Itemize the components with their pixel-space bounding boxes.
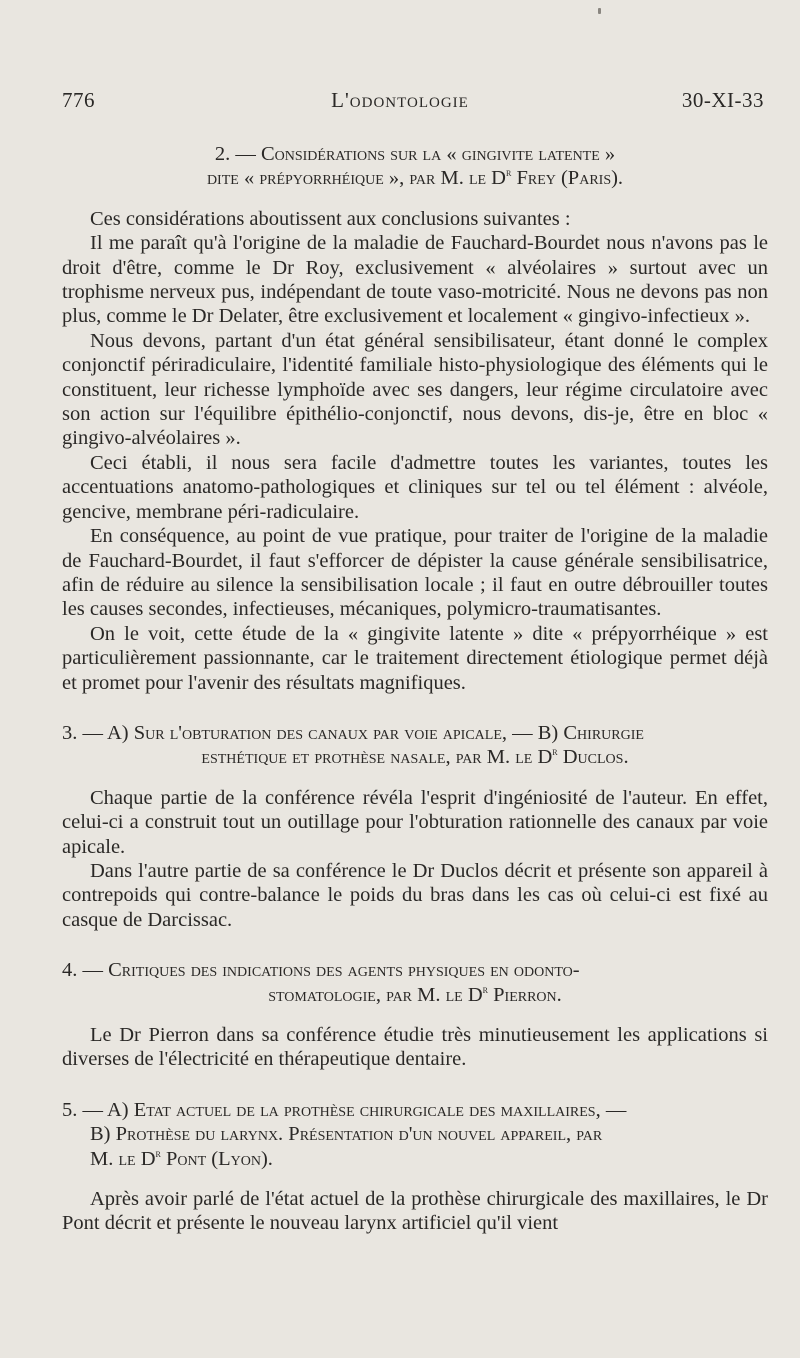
section-4-title: 4. — Critiques des indications des agents physiques en odonto-	[62, 959, 580, 982]
page-number: 776	[62, 88, 95, 112]
section-4-title-line2: stomatologie, par M. le $D^r$ Pierron.	[268, 981, 562, 1006]
paragraph: Nous devons, partant d'un état général sensibilisateur, étant donné le complex conjonctif périradiculaire, l'identité familiale histo-physiologique des éléments qui le constituent, leur richesse lymphoïde avec ses dangers, leur régime circulatoire avec son action sur l'équilibre épithélio-conjonctif, nous devons, dis-je, être en bloc « gingivo-alvéolaires ».	[62, 329, 768, 450]
page-speck	[598, 8, 601, 14]
paragraph: Ceci établi, il nous sera facile d'admettre toutes les variantes, toutes les accentuations anatomo-pathologiques et cliniques sur tel ou tel élément : alvéole, gencive, membrane péri-radiculaire.	[62, 451, 768, 523]
paragraph: Dans l'autre partie de sa conférence le Dr Duclos décrit et présente son appareil à contrepoids qui contre-balance le poids du bras dans les cas où celui-ci est fixé au casque de Darcissac.	[62, 859, 768, 931]
section-2-title-line2: dite « prépyorrhéique », par M. le $D^r$ Frey (Paris).	[206, 165, 624, 190]
section-5-title-line2: B) Prothèse du larynx. Présentation d'un nouvel appareil, par	[90, 1123, 603, 1146]
paragraph: En conséquence, au point de vue pratique, pour traiter de l'origine de la maladie de Fauchard-Bourdet, il faut s'efforcer de dépister la cause générale sensibilisatrice, afin de réduire au silence la sensibilisation locale ; il faut en outre débrouiller toutes les causes secondes, infectieuses, mécaniques, polymicro-traumatisantes.	[62, 525, 768, 621]
paragraph: On le voit, cette étude de la « gingivite latente » dite « prépyorrhéique » est particulièrement passionnante, car le traitement directement étiologique permet déjà et promet pour l'avenir des résultats magnifiques.	[62, 622, 768, 694]
section-5-title-line3: M. le $D^r$ Pont (Lyon).	[90, 1145, 273, 1170]
article-body	[62, 142, 768, 1236]
section-3-title: 3. — A) Sur l'obturation des canaux par voie apicale, — B) Chirurgie	[62, 721, 644, 744]
paragraph: Il me paraît qu'à l'origine de la maladie de Fauchard-Bourdet nous n'avons pas le droit d'être, comme le Dr Roy, exclusivement « alvéolaires » surtout avec un trophisme nerveux pus, indépendant de toute vaso-motricité. Nous ne devons pas non plus, comme le Dr Delater, être exclusivement et localement « gingivo-infectieux ».	[62, 232, 768, 328]
paragraph: Ces considérations aboutissent aux conclusions suivantes :	[90, 207, 571, 230]
paragraph: Le Dr Pierron dans sa conférence étudie très minutieusement les applications si diverses de l'électricité en thérapeutique dentaire.	[62, 1024, 768, 1071]
paragraph: Chaque partie de la conférence révéla l'esprit d'ingéniosité de l'auteur. En effet, celui-ci a construit tout un outillage pour l'obturation rationnelle des canaux par voie apicale.	[62, 786, 768, 858]
running-head: L'odontologie	[331, 88, 469, 112]
section-5-title: 5. — A) Etat actuel de la prothèse chirurgicale des maxillaires, —	[62, 1098, 627, 1121]
section-3-title-line2: esthétique et prothèse nasale, par M. le $D^r$ Duclos.	[201, 744, 629, 769]
paragraph: Après avoir parlé de l'état actuel de la prothèse chirurgicale des maxillaires, le Dr Pont décrit et présente le nouveau larynx artificiel qu'il vient	[62, 1188, 768, 1235]
section-2-title: 2. — Considérations sur la « gingivite latente »	[214, 143, 616, 165]
issue-date: 30-XI-33	[681, 88, 764, 112]
